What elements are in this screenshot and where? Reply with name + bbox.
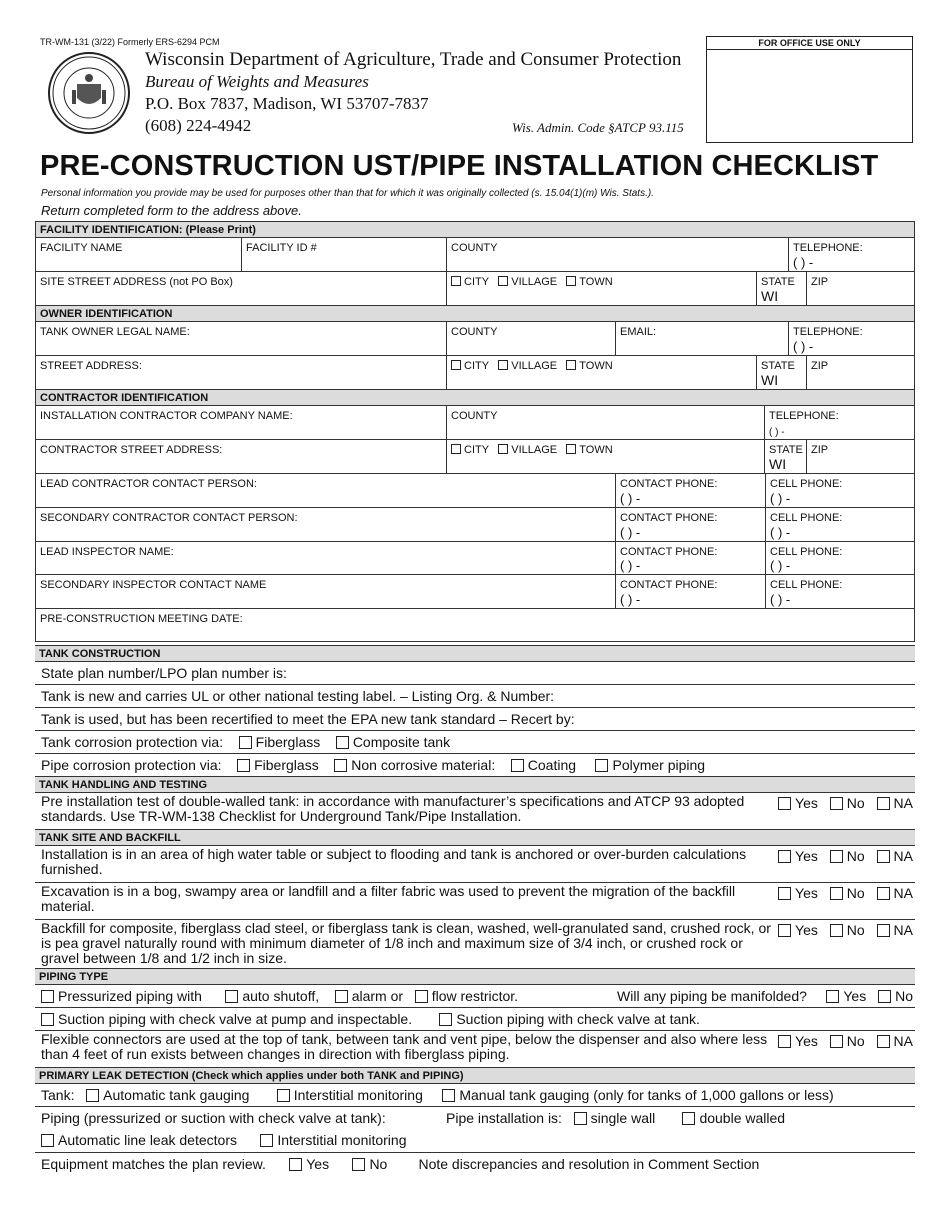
meeting-date-row (35, 608, 915, 642)
secondary-contractor-field[interactable]: SECONDARY CONTRACTOR CONTACT PERSON: (40, 512, 298, 524)
office-use-label: FOR OFFICE USE ONLY (707, 37, 912, 50)
facility-row-1 (35, 237, 915, 271)
excavation-options: Yes No NA (778, 885, 913, 901)
leak-detection-section-header: PRIMARY LEAK DETECTION (Check which applies under both TANK and PIPING) (35, 1067, 915, 1083)
facility-telephone-field[interactable]: TELEPHONE: ( ) - (788, 238, 914, 271)
flow-restrictor-checkbox[interactable] (415, 990, 428, 1003)
mailing-address: P.O. Box 7837, Madison, WI 53707-7837 (145, 94, 429, 113)
site-address-field[interactable]: SITE STREET ADDRESS (not PO Box) (40, 276, 233, 288)
contractor-county-field[interactable]: COUNTY (446, 406, 764, 439)
lead-inspector-contact-phone[interactable]: CONTACT PHONE: ( ) - (615, 542, 765, 574)
polymer-piping-checkbox[interactable] (595, 759, 608, 772)
tank-construction-section-header: TANK CONSTRUCTION (35, 645, 915, 661)
owner-municipality: CITY VILLAGE TOWN (446, 356, 756, 389)
owner-zip-field[interactable]: ZIP (806, 356, 914, 389)
contractor-street-field[interactable]: CONTRACTOR STREET ADDRESS: (40, 444, 223, 456)
lead-contractor-field[interactable]: LEAD CONTRACTOR CONTACT PERSON: (40, 478, 257, 490)
manifold-options: Will any piping be manifolded? Yes No (617, 988, 913, 1004)
suction-tank-checkbox[interactable] (439, 1013, 452, 1026)
lead-contractor-row (35, 473, 915, 507)
facility-id-field[interactable]: FACILITY ID # (241, 238, 446, 271)
owner-county-field[interactable]: COUNTY (446, 322, 615, 355)
agency-phone: (608) 224-4942 (145, 116, 252, 135)
city-checkbox[interactable] (451, 276, 461, 286)
owner-row-1 (35, 321, 915, 355)
department-seal-icon (48, 52, 130, 134)
privacy-notice: Personal information you provide may be used for purposes other than that for which it was originally collected (s. 15.04(1)(m) Wis. Stats.). (41, 188, 654, 199)
na-checkbox[interactable] (877, 850, 890, 863)
suction-pump-checkbox[interactable] (41, 1013, 54, 1026)
facility-county-field[interactable]: COUNTY (446, 238, 788, 271)
bureau-name: Bureau of Weights and Measures (145, 72, 369, 91)
piping-section-header: PIPING TYPE (35, 968, 915, 984)
equipment-no-checkbox[interactable] (352, 1158, 365, 1171)
piping-leak-line: Piping (pressurized or suction with check valve at tank): Pipe installation is: single wall double walled (35, 1106, 915, 1129)
city-checkbox[interactable] (451, 360, 461, 370)
town-checkbox[interactable] (566, 360, 576, 370)
secondary-inspector-field[interactable]: SECONDARY INSPECTOR CONTACT NAME (40, 579, 267, 591)
tank-corrosion-line: Tank corrosion protection via: Fiberglass Composite tank (35, 730, 915, 753)
no-checkbox[interactable] (830, 887, 843, 900)
alld-line: Automatic line leak detectors Interstitial monitoring (35, 1129, 915, 1152)
single-wall-checkbox[interactable] (574, 1112, 587, 1125)
form-id: TR-WM-131 (3/22) Formerly ERS-6294 PCM (40, 37, 220, 47)
owner-email-field[interactable]: EMAIL: (615, 322, 788, 355)
meeting-date-field[interactable]: PRE-CONSTRUCTION MEETING DATE: (40, 613, 243, 625)
alld-checkbox[interactable] (41, 1134, 54, 1147)
facility-municipality: CITY VILLAGE TOWN (446, 272, 756, 305)
secondary-contractor-row (35, 507, 915, 541)
non-corrosive-checkbox[interactable] (334, 759, 347, 772)
admin-code: Wis. Admin. Code §ATCP 93.115 (512, 120, 684, 135)
double-walled-checkbox[interactable] (682, 1112, 695, 1125)
agency-name: Wisconsin Department of Agriculture, Trade and Consumer Protection (145, 49, 682, 70)
alarm-checkbox[interactable] (335, 990, 348, 1003)
village-checkbox[interactable] (498, 444, 508, 454)
auto-shutoff-checkbox[interactable] (225, 990, 238, 1003)
atg-checkbox[interactable] (86, 1089, 99, 1102)
pipe-fiberglass-checkbox[interactable] (237, 759, 250, 772)
lead-inspector-cell-phone[interactable]: CELL PHONE: ( ) - (765, 542, 914, 574)
yes-checkbox[interactable] (778, 1035, 791, 1048)
contractor-municipality: CITY VILLAGE TOWN (446, 440, 764, 473)
flex-options: Yes No NA (778, 1033, 913, 1049)
yes-checkbox[interactable] (778, 850, 791, 863)
contractor-row-1 (35, 405, 915, 439)
contractor-company-field[interactable]: INSTALLATION CONTRACTOR COMPANY NAME: (40, 410, 293, 422)
yes-checkbox[interactable] (778, 887, 791, 900)
secondary-inspector-cell-phone[interactable]: CELL PHONE: ( ) - (765, 575, 914, 608)
coating-checkbox[interactable] (511, 759, 524, 772)
tank-leak-line: Tank: Automatic tank gauging Interstitial monitoring Manual tank gauging (only for tanks of 1,000 gallons or less) (35, 1083, 915, 1106)
facility-section-header: FACILITY IDENTIFICATION: (Please Print) (35, 221, 915, 237)
owner-state-field[interactable]: STATE WI (756, 356, 806, 389)
contractor-state-field[interactable]: STATE WI (764, 440, 806, 473)
equipment-line: Equipment matches the plan review. Yes No Note discrepancies and resolution in Comment Section (35, 1152, 915, 1175)
owner-row-2 (35, 355, 915, 389)
lead-inspector-field[interactable]: LEAD INSPECTOR NAME: (40, 546, 174, 558)
owner-legal-name-field[interactable]: TANK OWNER LEGAL NAME: (40, 326, 190, 338)
secondary-inspector-contact-phone[interactable]: CONTACT PHONE: ( ) - (615, 575, 765, 608)
owner-telephone-field[interactable]: TELEPHONE: ( ) - (788, 322, 914, 355)
na-checkbox[interactable] (877, 1035, 890, 1048)
no-checkbox[interactable] (878, 990, 891, 1003)
pipe-corrosion-line: Pipe corrosion protection via: Fiberglass Non corrosive material: Coating Polymer piping (35, 753, 915, 776)
pressurized-checkbox[interactable] (41, 990, 54, 1003)
excavation-line: Excavation is in a bog, swampy area or landfill and a filter fabric was used to prevent the migration of the backfill material. Yes No NA (35, 882, 915, 919)
piping-interstitial-checkbox[interactable] (260, 1134, 273, 1147)
pretest-options: Yes No NA (778, 795, 913, 811)
site-section-header: TANK SITE AND BACKFILL (35, 829, 915, 845)
na-checkbox[interactable] (877, 887, 890, 900)
yes-checkbox[interactable] (826, 990, 839, 1003)
lead-contractor-contact-phone[interactable]: CONTACT PHONE: ( ) - (615, 474, 765, 507)
owner-street-field[interactable]: STREET ADDRESS: (40, 360, 142, 372)
na-checkbox[interactable] (877, 924, 890, 937)
city-checkbox[interactable] (451, 444, 461, 454)
plan-number-line[interactable]: State plan number/LPO plan number is: (35, 661, 915, 684)
yes-checkbox[interactable] (778, 924, 791, 937)
town-checkbox[interactable] (566, 276, 576, 286)
facility-zip-field[interactable]: ZIP (806, 272, 914, 305)
pretest-line: Pre installation test of double-walled tank: in accordance with manufacturer’s specifications and ATCP 93 adopted standards. Use TR-WM-138 Checklist for Underground Tank/Pipe Installation. Yes No NA (35, 792, 915, 829)
no-checkbox[interactable] (830, 1035, 843, 1048)
lead-inspector-row (35, 541, 915, 574)
composite-tank-checkbox[interactable] (336, 736, 349, 749)
pressurized-line: Pressurized piping with auto shutoff, alarm or flow restrictor. Will any piping be manifolded? Yes No (35, 984, 915, 1007)
facility-row-2 (35, 271, 915, 305)
secondary-contractor-cell-phone[interactable]: CELL PHONE: ( ) - (765, 508, 914, 541)
village-checkbox[interactable] (498, 276, 508, 286)
return-note: Return completed form to the address above. (41, 203, 302, 218)
lead-contractor-cell-phone[interactable]: CELL PHONE: ( ) - (765, 474, 914, 507)
used-tank-line[interactable]: Tank is used, but has been recertified to meet the EPA new tank standard – Recert by: (35, 707, 915, 730)
backfill-line: Backfill for composite, fiberglass clad steel, or fiberglass tank is clean, washed, well-granulated sand, crushed rock, or is pea gravel naturally round with minimum diameter of 1/8 inch and maximum size of 3/4 inch, or crushed rock or gravel between 1/8 and 1/2 inch in size. Yes No NA (35, 919, 915, 968)
tank-interstitial-checkbox[interactable] (277, 1089, 290, 1102)
yes-checkbox[interactable] (778, 797, 791, 810)
equipment-yes-checkbox[interactable] (289, 1158, 302, 1171)
town-checkbox[interactable] (566, 444, 576, 454)
facility-name-field[interactable]: FACILITY NAME (40, 242, 123, 254)
contractor-zip-field[interactable]: ZIP (806, 440, 914, 473)
secondary-contractor-contact-phone[interactable]: CONTACT PHONE: ( ) - (615, 508, 765, 541)
secondary-inspector-row (35, 574, 915, 608)
na-checkbox[interactable] (877, 797, 890, 810)
no-checkbox[interactable] (830, 797, 843, 810)
water-table-options: Yes No NA (778, 848, 913, 864)
checklist-form (35, 221, 915, 1175)
manual-gauging-checkbox[interactable] (442, 1089, 455, 1102)
tank-fiberglass-checkbox[interactable] (239, 736, 252, 749)
handling-section-header: TANK HANDLING AND TESTING (35, 776, 915, 792)
contractor-row-2 (35, 439, 915, 473)
flex-connector-line: Flexible connectors are used at the top of tank, between tank and vent pipe, below the dispenser and also where less than 4 feet of run exists between changes in direction with fiberglass piping. Yes No NA (35, 1030, 915, 1067)
water-table-line: Installation is in an area of high water table or subject to flooding and tank is anchored or over-burden calculations furnished. Yes No NA (35, 845, 915, 882)
village-checkbox[interactable] (498, 360, 508, 370)
contractor-telephone-field[interactable]: TELEPHONE: ( ) - (764, 406, 914, 439)
backfill-options: Yes No NA (778, 922, 913, 938)
contractor-section-header: CONTRACTOR IDENTIFICATION (35, 389, 915, 405)
office-use-box (706, 36, 913, 143)
new-tank-line[interactable]: Tank is new and carries UL or other national testing label. – Listing Org. & Number: (35, 684, 915, 707)
owner-section-header: OWNER IDENTIFICATION (35, 305, 915, 321)
pipe-install-options: Pipe installation is: single wall double walled (446, 1110, 786, 1126)
no-checkbox[interactable] (830, 924, 843, 937)
facility-state-field[interactable]: STATE WI (756, 272, 806, 305)
suction-line: Suction piping with check valve at pump and inspectable. Suction piping with check valve at tank. (35, 1007, 915, 1030)
no-checkbox[interactable] (830, 850, 843, 863)
page-title: PRE-CONSTRUCTION UST/PIPE INSTALLATION CHECKLIST (40, 150, 879, 182)
